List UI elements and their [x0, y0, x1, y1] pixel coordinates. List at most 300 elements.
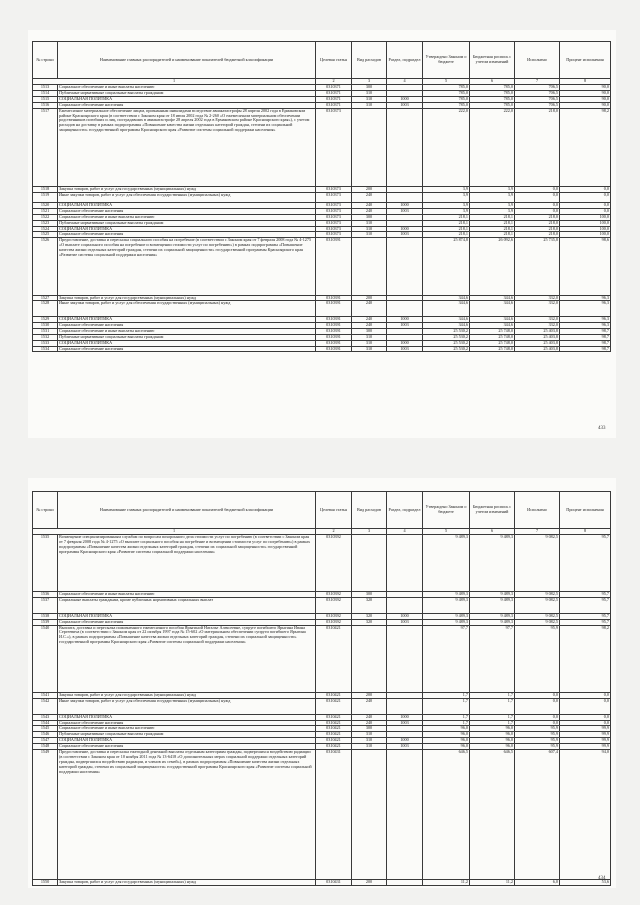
row-section: 1000 — [387, 317, 423, 323]
row-percent: 98,6 — [560, 238, 611, 295]
col-header-pct: Процент исполнения — [560, 492, 611, 529]
row-percent: 98,7 — [560, 340, 611, 346]
colnum-8: 8 — [560, 79, 611, 85]
row-executed: 25 403,8 — [515, 340, 560, 346]
row-expense-type: 240 — [352, 720, 387, 726]
row-executed: 706,5 — [515, 102, 560, 108]
row-expense-type — [352, 535, 387, 592]
row-name: СОЦИАЛЬНАЯ ПОЛИТИКА — [58, 317, 316, 323]
col-header-num: № строки — [33, 492, 58, 529]
row-expense-type: 240 — [352, 699, 387, 715]
row-budget-list: 25 748,0 — [470, 340, 515, 346]
row-expense-type: 310 — [352, 334, 387, 340]
col-header-name: Наименование главных распорядителей и наименование показателей бюджетной классификации — [58, 492, 316, 529]
row-number: 1540 — [33, 625, 58, 693]
row-approved: 9 489,3 — [423, 613, 470, 619]
row-percent: 90,0 — [560, 102, 611, 108]
row-section — [387, 750, 423, 880]
row-approved: 25 530,2 — [423, 334, 470, 340]
col-header-approved: Утверждено Законом о бюджете — [423, 42, 470, 79]
row-section — [387, 535, 423, 592]
row-name: Социальное обеспечение и иные выплаты населению — [58, 85, 316, 91]
row-name: Закупка товаров, работ и услуг для государственных (муниципальных) нужд — [58, 186, 316, 192]
row-expense-type: 300 — [352, 726, 387, 732]
row-approved: 1,7 — [423, 693, 470, 699]
row-budget-list: 1,7 — [470, 699, 515, 715]
row-executed: 218,0 — [515, 232, 560, 238]
colnum-4: 4 — [387, 79, 423, 85]
row-name: Закупка товаров, работ и услуг для государственных (муниципальных) нужд — [58, 295, 316, 301]
row-section: 1003 — [387, 208, 423, 214]
row-executed: 95,9 — [515, 744, 560, 750]
row-target-article: 0310391 — [316, 295, 352, 301]
row-name: СОЦИАЛЬНАЯ ПОЛИТИКА — [58, 613, 316, 619]
row-budget-list: 218,1 — [470, 232, 515, 238]
row-approved: 785,0 — [423, 96, 470, 102]
colnum-5: 5 — [423, 529, 470, 535]
row-executed: 332,0 — [515, 301, 560, 317]
row-percent: 0,0 — [560, 693, 611, 699]
row-budget-list: 646,5 — [470, 750, 515, 880]
row-budget-list: 25 748,0 — [470, 328, 515, 334]
table-row — [33, 238, 611, 295]
row-expense-type: 200 — [352, 295, 387, 301]
row-executed: 332,0 — [515, 295, 560, 301]
row-executed: 218,0 — [515, 220, 560, 226]
row-name: Иные закупки товаров, работ и услуг для обеспечения государственных (муниципальных) нужд — [58, 192, 316, 202]
row-name: Ежемесячное материальное обеспечение лицам, признанным инвалидами вследствие авиакатастрофы 28 апреля 2002 года в Ермаковском районе Красноярского края (в соответствии с Законом края от 18 июля 2002 года № 2-260 «О ежемесячном материальном обеспечении родственников погибших и лиц, пострадавших в авиакатастрофе 28 апреля 2002 года в Ермаковском районе Красноярского края»), с учетом расходов на доставку в рамках подпрограммы «Повышение качества жизни отдельных категорий граждан, степени их социальной защищенности» государственной программы Красноярского края «Развитие системы социальной поддержки населения» — [58, 108, 316, 186]
row-budget-list: 9 489,3 — [470, 598, 515, 614]
row-number: 1550 — [33, 880, 58, 886]
row-approved: 785,0 — [423, 102, 470, 108]
row-executed: 0,0 — [515, 186, 560, 192]
row-target-article: 0310373 — [316, 192, 352, 202]
row-executed: 0,0 — [515, 699, 560, 715]
row-budget-list: 218,1 — [470, 226, 515, 232]
row-expense-type: 310 — [352, 738, 387, 744]
row-name: СОЦИАЛЬНАЯ ПОЛИТИКА — [58, 714, 316, 720]
row-percent: 96,3 — [560, 295, 611, 301]
row-percent: 96,3 — [560, 322, 611, 328]
row-approved: 25 530,2 — [423, 346, 470, 352]
row-approved: 96,0 — [423, 744, 470, 750]
row-budget-list: 97,7 — [470, 625, 515, 693]
row-percent: 96,3 — [560, 301, 611, 317]
row-number: 1547 — [33, 738, 58, 744]
row-executed: 25 735,8 — [515, 238, 560, 295]
row-budget-list: 785,0 — [470, 90, 515, 96]
row-target-article: 0310373 — [316, 208, 352, 214]
row-approved: 344,6 — [423, 322, 470, 328]
row-budget-list: 96,0 — [470, 726, 515, 732]
table-body-page-1 — [33, 85, 611, 352]
row-section — [387, 238, 423, 295]
row-name: Возмещение специализированным службам по вопросам похоронного дела стоимости услуг по погребению (в соответствии с Законом края от 7 февраля 2008 года № 4-1275 «О выплате социального пособия на погребение и возмещении стоимости услуг по погребению») в рамках подпрограммы «Повышение качества жизни отдельных категорий граждан, степени их социальной защищенности» государственной программы Красноярского края «Развитие системы социальной поддержки населения» — [58, 535, 316, 592]
row-number: 1513 — [33, 85, 58, 91]
row-percent: 98,2 — [560, 625, 611, 693]
row-number: 1515 — [33, 96, 58, 102]
row-target-article: 0310371 — [316, 96, 352, 102]
row-percent: 53,6 — [560, 880, 611, 886]
row-approved: 9 489,3 — [423, 619, 470, 625]
colnum-2: 2 — [316, 529, 352, 535]
row-target-article: 0310421 — [316, 693, 352, 699]
row-expense-type — [352, 750, 387, 880]
row-number: 1516 — [33, 102, 58, 108]
row-executed: 25 403,8 — [515, 328, 560, 334]
row-approved: 785,0 — [423, 90, 470, 96]
col-header-section: Раздел, подраздел — [387, 42, 423, 79]
row-expense-type: 310 — [352, 346, 387, 352]
row-target-article: 0310373 — [316, 108, 352, 186]
row-section — [387, 699, 423, 715]
row-name: Закупка товаров, работ и услуг для государственных (муниципальных) нужд — [58, 880, 316, 886]
budget-table-page-1 — [32, 41, 611, 352]
table-row — [33, 301, 611, 317]
col-header-approved: Утверждено Законом о бюджете — [423, 492, 470, 529]
row-number: 1517 — [33, 108, 58, 186]
row-target-article: 0310421 — [316, 625, 352, 693]
row-number: 1536 — [33, 592, 58, 598]
colnum-1: 1 — [33, 529, 316, 535]
row-number: 1518 — [33, 186, 58, 192]
row-number: 1522 — [33, 214, 58, 220]
row-number: 1534 — [33, 346, 58, 352]
row-executed: 0,0 — [515, 720, 560, 726]
col-header-type: Вид расходов — [352, 42, 387, 79]
row-section — [387, 301, 423, 317]
row-percent: 95,7 — [560, 592, 611, 598]
colnum-5: 5 — [423, 79, 470, 85]
colnum-7: 7 — [515, 79, 560, 85]
table-row — [33, 192, 611, 202]
row-percent: 100,0 — [560, 226, 611, 232]
row-section: 1000 — [387, 714, 423, 720]
row-budget-list: 9 489,3 — [470, 619, 515, 625]
colnum-6: 6 — [470, 79, 515, 85]
row-percent: 100,0 — [560, 232, 611, 238]
row-approved: 11,2 — [423, 880, 470, 886]
row-executed: 9 082,5 — [515, 598, 560, 614]
row-name: Социальные выплаты гражданам, кроме публичных нормативных социальных выплат — [58, 598, 316, 614]
row-approved: 218,1 — [423, 232, 470, 238]
row-budget-list: 785,0 — [470, 85, 515, 91]
row-percent: 0,0 — [560, 202, 611, 208]
colnum-8: 8 — [560, 529, 611, 535]
row-expense-type: 310 — [352, 340, 387, 346]
row-expense-type: 310 — [352, 226, 387, 232]
row-expense-type: 310 — [352, 744, 387, 750]
row-approved: 218,1 — [423, 220, 470, 226]
colnum-3: 3 — [352, 529, 387, 535]
row-number: 1543 — [33, 714, 58, 720]
row-budget-list: 222,0 — [470, 108, 515, 186]
row-expense-type: 310 — [352, 96, 387, 102]
col-header-section: Раздел, подраздел — [387, 492, 423, 529]
row-expense-type: 240 — [352, 301, 387, 317]
row-number: 1539 — [33, 619, 58, 625]
row-approved: 785,0 — [423, 85, 470, 91]
row-budget-list: 96,0 — [470, 738, 515, 744]
row-expense-type — [352, 108, 387, 186]
row-approved: 218,1 — [423, 226, 470, 232]
col-header-done: Исполнено — [515, 492, 560, 529]
row-name: Предоставление, доставка и пересылка социального пособия на погребение (в соответствии с Законом края от 7 февраля 2008 года № 4-1275 «О выплате социального пособия на погребение и возмещении стоимости услуг по погребению») в рамках подпрограммы «Повышение качества жизни отдельных категорий граждан, степени их социальной защищенности» государственной программы Красноярского края «Развитие системы социальной поддержки населения» — [58, 238, 316, 295]
row-budget-list: 344,6 — [470, 322, 515, 328]
col-header-pct: Процент исполнения — [560, 42, 611, 79]
row-executed: 332,0 — [515, 317, 560, 323]
row-expense-type: 300 — [352, 328, 387, 334]
row-approved: 344,6 — [423, 295, 470, 301]
row-executed: 0,0 — [515, 192, 560, 202]
row-expense-type: 300 — [352, 85, 387, 91]
row-approved: 25 874,8 — [423, 238, 470, 295]
row-expense-type: 200 — [352, 693, 387, 699]
row-percent: 0,0 — [560, 714, 611, 720]
row-name: Социальное обеспечение населения — [58, 232, 316, 238]
row-name: СОЦИАЛЬНАЯ ПОЛИТИКА — [58, 226, 316, 232]
row-number: 1530 — [33, 322, 58, 328]
row-approved: 25 530,2 — [423, 340, 470, 346]
row-name: Социальное обеспечение и иные выплаты населению — [58, 214, 316, 220]
row-expense-type: 310 — [352, 732, 387, 738]
row-number: 1535 — [33, 535, 58, 592]
row-number: 1538 — [33, 613, 58, 619]
table-row — [33, 625, 611, 693]
row-name: СОЦИАЛЬНАЯ ПОЛИТИКА — [58, 96, 316, 102]
row-percent: 98,7 — [560, 334, 611, 340]
row-executed: 95,9 — [515, 738, 560, 744]
row-section: 1003 — [387, 322, 423, 328]
row-target-article: 0310391 — [316, 340, 352, 346]
row-number: 1528 — [33, 301, 58, 317]
row-target-article: 0310371 — [316, 90, 352, 96]
row-expense-type — [352, 238, 387, 295]
row-budget-list: 3,9 — [470, 202, 515, 208]
row-expense-type: 310 — [352, 232, 387, 238]
row-budget-list: 344,6 — [470, 295, 515, 301]
row-target-article: 0310421 — [316, 732, 352, 738]
row-expense-type: 320 — [352, 598, 387, 614]
row-executed: 218,0 — [515, 214, 560, 220]
row-approved: 9 489,3 — [423, 535, 470, 592]
table-body-page-2 — [33, 535, 611, 886]
col-header-num: № строки — [33, 42, 58, 79]
row-executed: 0,0 — [515, 714, 560, 720]
row-executed: 0,0 — [515, 202, 560, 208]
row-percent: 90,0 — [560, 96, 611, 102]
col-header-done: Исполнено — [515, 42, 560, 79]
row-name: Выплата, доставка и пересылка пожизненного ежемесячного пособия Ярыгиной Наталье Алексеевне, супруге погибшего Ярыгина Ивана Сергеевича (в соответствии с Законом края от 22 октября 1997 года № 15-602 «О материальном обеспечении супруги погибшего Ярыгина И.С.»), в рамках подпрограммы «Повышение качества жизни отдельных категорий граждан, степени их социальной защищенности» государственной программы Красноярского края «Развитие системы социальной поддержки населения» — [58, 625, 316, 693]
row-name: СОЦИАЛЬНАЯ ПОЛИТИКА — [58, 202, 316, 208]
row-budget-list: 25 748,0 — [470, 346, 515, 352]
row-budget-list: 344,6 — [470, 301, 515, 317]
colnum-6: 6 — [470, 529, 515, 535]
row-target-article: 0310392 — [316, 598, 352, 614]
row-number: 1548 — [33, 744, 58, 750]
row-number: 1545 — [33, 726, 58, 732]
row-executed: 607,4 — [515, 750, 560, 880]
row-budget-list: 218,1 — [470, 220, 515, 226]
row-executed: 25 403,8 — [515, 334, 560, 340]
row-budget-list: 785,0 — [470, 102, 515, 108]
row-expense-type: 200 — [352, 880, 387, 886]
row-expense-type: 240 — [352, 317, 387, 323]
row-target-article: 0310391 — [316, 238, 352, 295]
row-section: 1003 — [387, 346, 423, 352]
row-name: Социальное обеспечение и иные выплаты населению — [58, 328, 316, 334]
row-name: Социальное обеспечение населения — [58, 102, 316, 108]
row-expense-type: 240 — [352, 192, 387, 202]
row-percent: 98,2 — [560, 108, 611, 186]
row-expense-type: 320 — [352, 613, 387, 619]
row-percent: 99,9 — [560, 744, 611, 750]
row-section — [387, 108, 423, 186]
row-section: 1000 — [387, 226, 423, 232]
row-percent: 94,0 — [560, 750, 611, 880]
row-executed: 6,0 — [515, 880, 560, 886]
row-expense-type: 300 — [352, 592, 387, 598]
row-section: 1003 — [387, 619, 423, 625]
row-name: Публичные нормативные социальные выплаты гражданам — [58, 334, 316, 340]
row-approved: 3,9 — [423, 192, 470, 202]
row-percent: 95,7 — [560, 535, 611, 592]
row-name: Социальное обеспечение и иные выплаты населению — [58, 592, 316, 598]
row-percent: 90,0 — [560, 85, 611, 91]
row-executed: 9 082,5 — [515, 535, 560, 592]
row-name: Социальное обеспечение населения — [58, 208, 316, 214]
row-number: 1542 — [33, 699, 58, 715]
row-target-article: 0310373 — [316, 214, 352, 220]
row-percent: 0,0 — [560, 192, 611, 202]
row-executed: 706,5 — [515, 90, 560, 96]
row-target-article: 0310392 — [316, 613, 352, 619]
row-budget-list: 3,9 — [470, 186, 515, 192]
row-percent: 0,0 — [560, 186, 611, 192]
row-executed: 706,5 — [515, 85, 560, 91]
row-number: 1525 — [33, 232, 58, 238]
row-executed: 218,0 — [515, 108, 560, 186]
row-target-article: 0310391 — [316, 346, 352, 352]
row-expense-type — [352, 625, 387, 693]
row-number: 1514 — [33, 90, 58, 96]
row-name: Предоставление, доставка и пересылка ежегодной денежной выплаты отдельным категориям граждан, подвергшихся воздействию радиации (в соответствии с Законом края от 10 ноября 2011 года № 13-6418 «О дополнительных мерах социальной поддержки отдельных категорий граждан, подвергшихся воздействию радиации, и членов их семей»), в рамках подпрограммы «Повышение качества жизни отдельных категорий граждан, степени их социальной защищенности» государственной программы Красноярского края «Развитие системы социальной поддержки населения» — [58, 750, 316, 880]
row-target-article: 0310421 — [316, 726, 352, 732]
row-percent: 0,0 — [560, 208, 611, 214]
row-name: Публичные нормативные социальные выплаты гражданам — [58, 90, 316, 96]
row-approved: 96,0 — [423, 726, 470, 732]
row-budget-list: 785,0 — [470, 96, 515, 102]
row-number: 1541 — [33, 693, 58, 699]
row-executed: 9 082,5 — [515, 619, 560, 625]
row-target-article: 0310373 — [316, 202, 352, 208]
colnum-1: 1 — [33, 79, 316, 85]
row-number: 1532 — [33, 334, 58, 340]
row-approved: 96,0 — [423, 732, 470, 738]
row-budget-list: 1,7 — [470, 714, 515, 720]
row-name: Иные закупки товаров, работ и услуг для обеспечения государственных (муниципальных) нужд — [58, 699, 316, 715]
table-row — [33, 699, 611, 715]
row-percent: 96,3 — [560, 317, 611, 323]
row-section: 1003 — [387, 102, 423, 108]
row-executed: 0,0 — [515, 693, 560, 699]
row-number: 1526 — [33, 238, 58, 295]
row-target-article: 0310392 — [316, 619, 352, 625]
row-approved: 1,7 — [423, 699, 470, 715]
row-target-article: 0310391 — [316, 328, 352, 334]
row-executed: 95,9 — [515, 726, 560, 732]
row-percent: 95,7 — [560, 598, 611, 614]
row-approved: 9 489,3 — [423, 598, 470, 614]
page-number-2: 434 — [598, 876, 606, 881]
row-section — [387, 880, 423, 886]
col-header-name: Наименование главных распорядителей и наименование показателей бюджетной классификации — [58, 42, 316, 79]
row-percent: 98,7 — [560, 346, 611, 352]
row-number: 1524 — [33, 226, 58, 232]
row-target-article: 0310431 — [316, 880, 352, 886]
row-executed: 218,0 — [515, 226, 560, 232]
row-approved: 218,1 — [423, 214, 470, 220]
row-section — [387, 598, 423, 614]
row-approved: 344,6 — [423, 317, 470, 323]
row-target-article: 0310373 — [316, 220, 352, 226]
row-target-article: 0310421 — [316, 699, 352, 715]
row-budget-list: 344,6 — [470, 317, 515, 323]
row-target-article: 0310373 — [316, 232, 352, 238]
row-section: 1000 — [387, 202, 423, 208]
col-header-budget: Бюджетная роспись с учетом изменений — [470, 42, 515, 79]
row-number: 1531 — [33, 328, 58, 334]
row-name: Социальное обеспечение населения — [58, 744, 316, 750]
row-number: 1519 — [33, 192, 58, 202]
row-approved: 3,9 — [423, 202, 470, 208]
row-number: 1549 — [33, 750, 58, 880]
row-target-article: 0310391 — [316, 334, 352, 340]
row-budget-list: 96,0 — [470, 744, 515, 750]
row-budget-list: 1,7 — [470, 720, 515, 726]
row-approved: 344,6 — [423, 301, 470, 317]
row-number: 1537 — [33, 598, 58, 614]
row-percent: 98,7 — [560, 328, 611, 334]
row-section: 1003 — [387, 232, 423, 238]
col-header-target: Целевая статья — [316, 492, 352, 529]
row-target-article: 0310391 — [316, 317, 352, 323]
row-section: 1000 — [387, 738, 423, 744]
row-section: 1003 — [387, 720, 423, 726]
row-target-article: 0310373 — [316, 226, 352, 232]
row-approved: 3,9 — [423, 208, 470, 214]
row-name: Закупка товаров, работ и услуг для государственных (муниципальных) нужд — [58, 693, 316, 699]
row-number: 1529 — [33, 317, 58, 323]
row-percent: 95,7 — [560, 619, 611, 625]
colnum-4: 4 — [387, 529, 423, 535]
row-executed: 706,5 — [515, 96, 560, 102]
row-executed: 25 403,8 — [515, 346, 560, 352]
row-section: 1003 — [387, 744, 423, 750]
colnum-3: 3 — [352, 79, 387, 85]
row-expense-type: 240 — [352, 202, 387, 208]
row-name: Публичные нормативные социальные выплаты гражданам — [58, 732, 316, 738]
table-row — [33, 880, 611, 886]
row-target-article: 0310391 — [316, 322, 352, 328]
row-percent: 0,0 — [560, 720, 611, 726]
row-executed: 95,9 — [515, 625, 560, 693]
row-executed: 332,0 — [515, 322, 560, 328]
row-approved: 25 530,2 — [423, 328, 470, 334]
row-target-article: 0310371 — [316, 102, 352, 108]
row-target-article: 0310392 — [316, 535, 352, 592]
row-percent: 0,0 — [560, 699, 611, 715]
